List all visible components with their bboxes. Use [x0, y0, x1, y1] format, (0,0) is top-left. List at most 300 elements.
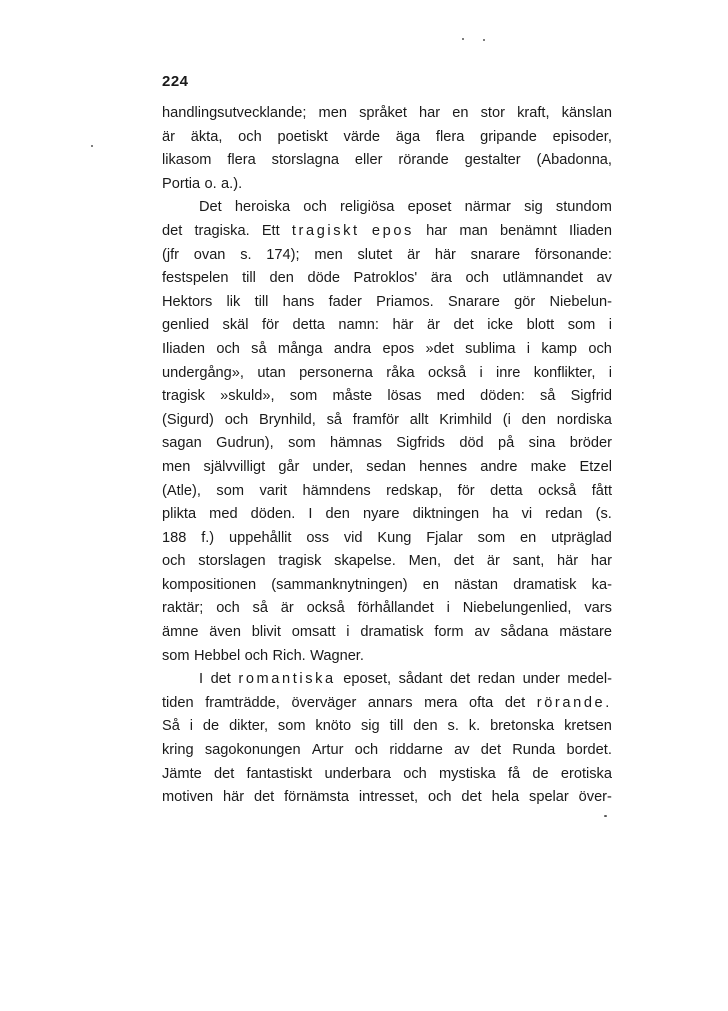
word: redskap, [386, 482, 443, 499]
word: Artur [311, 742, 344, 759]
text-line [162, 715, 612, 739]
word: namn: [338, 317, 379, 334]
word: kring [162, 742, 194, 759]
word: i [608, 317, 612, 334]
word: som [289, 388, 318, 405]
word: som [162, 647, 190, 664]
word: överväger [291, 694, 357, 711]
scan-speck [462, 38, 464, 40]
word: konflikter, [533, 364, 596, 381]
text-line [162, 739, 612, 763]
word: den [413, 718, 438, 735]
word: har [426, 222, 448, 239]
word: värde [343, 128, 381, 145]
word: men [318, 105, 347, 121]
word: intresset, [358, 789, 419, 806]
word: omsatt [291, 624, 336, 641]
word: utan [257, 364, 286, 381]
word: Ett [261, 222, 280, 239]
word: Sigfrids [396, 435, 445, 452]
word: och [403, 765, 427, 782]
word: döden. [250, 506, 296, 523]
word: sagokonungen [204, 742, 301, 759]
word: rörande [398, 152, 449, 169]
word: sina [528, 435, 556, 452]
word: (Abadonna, [536, 152, 612, 169]
text-line [162, 362, 612, 386]
word: s. [240, 246, 252, 263]
word: Snarare [447, 293, 500, 310]
word: bordet. [566, 742, 612, 759]
word: uppehållit [229, 529, 292, 546]
word: festspelen [162, 270, 229, 287]
text-line [162, 314, 612, 338]
word: är [162, 128, 175, 145]
word: med [436, 388, 465, 405]
word: lösas [387, 388, 422, 405]
word: i [526, 340, 531, 357]
page-number: 224 [162, 73, 189, 90]
word: har [590, 553, 612, 570]
word: det [253, 789, 275, 806]
word: döden: [480, 388, 525, 405]
text-line [162, 385, 612, 409]
word: flera [227, 152, 256, 169]
word: Men, [408, 553, 442, 570]
word: är [427, 317, 440, 334]
word: Iliaden [162, 340, 206, 357]
text-line [162, 480, 612, 504]
word: och [238, 128, 262, 145]
word: här [557, 553, 579, 570]
word: dramatisk [513, 576, 577, 593]
word: Portia [162, 175, 201, 192]
word: framför [352, 411, 399, 428]
word: Sigfrid [570, 388, 612, 405]
word: för [457, 482, 475, 499]
word: som [567, 317, 596, 334]
text-line [162, 763, 612, 787]
word: och [216, 600, 240, 617]
word: av [596, 270, 612, 287]
word: det [461, 789, 482, 806]
text-line [162, 409, 612, 433]
word: men [314, 246, 343, 263]
word: så [251, 340, 267, 357]
word: och [427, 789, 452, 806]
word: som [216, 482, 244, 499]
word: försonande: [534, 246, 612, 263]
text-line [162, 149, 612, 173]
word: Rich. [272, 647, 306, 664]
text-line [162, 244, 612, 268]
word: död [459, 435, 484, 452]
word: också [538, 482, 577, 499]
word: nästan [454, 576, 499, 593]
word: de [532, 765, 549, 782]
word: ka- [591, 576, 612, 593]
word: storslagna [271, 152, 340, 169]
word: religiösa [340, 199, 395, 216]
word: men [162, 458, 191, 475]
word: Gudrun), [216, 435, 274, 452]
word: och [303, 199, 327, 216]
word: Fjalar [426, 529, 463, 546]
word: sådana [500, 624, 549, 641]
word: kamp [541, 340, 578, 357]
word: eller [354, 152, 383, 169]
word: sådant [398, 671, 443, 688]
word: nordiska [556, 411, 612, 428]
word: den [325, 506, 350, 523]
word: självvilligt [203, 458, 266, 475]
word: make [530, 458, 567, 475]
word: heroiska [234, 199, 291, 216]
word: Wagner. [310, 647, 364, 664]
word: förnämsta [284, 789, 350, 806]
word: vi [521, 506, 533, 523]
word: (Atle), [162, 482, 201, 499]
word: tragiskt [291, 222, 360, 239]
word: äkta, [190, 128, 223, 145]
word: råka [386, 364, 415, 381]
word: och [588, 340, 612, 357]
word: personerna [299, 364, 373, 381]
word: lik [226, 293, 241, 310]
word: Etzel [579, 458, 612, 475]
word: rörande. [536, 694, 612, 711]
text-line [162, 220, 612, 244]
word: vars [584, 600, 612, 617]
word: Runda [512, 742, 556, 759]
word: annars [367, 694, 413, 711]
word: fått [591, 482, 612, 499]
word: ha [492, 506, 509, 523]
word: bretonska [490, 718, 555, 735]
word: sig [361, 718, 380, 735]
word: skapelse. [334, 553, 396, 570]
word: på [498, 435, 515, 452]
word: hennes [419, 458, 468, 475]
word: kretsen [564, 718, 612, 735]
word: slutet [357, 246, 393, 263]
word: till [254, 293, 269, 310]
word: Brynhild, [259, 411, 316, 428]
word: och [224, 411, 249, 428]
scan-speck [483, 39, 485, 41]
word: inre [496, 364, 521, 381]
word: mästare [559, 624, 612, 641]
word: i [608, 364, 612, 381]
text-line [162, 291, 612, 315]
text-line [162, 102, 612, 126]
word: a.). [221, 175, 243, 192]
word: som [477, 529, 506, 546]
body-text [162, 102, 612, 810]
word: för [261, 317, 279, 334]
word: måste [332, 388, 373, 405]
word: det [449, 671, 471, 688]
word: utlämnandet [502, 270, 583, 287]
word: ämne [162, 624, 199, 641]
word: här [222, 789, 245, 806]
word: Kung [377, 529, 412, 546]
word: kompositionen [162, 576, 257, 593]
word: är [486, 553, 500, 570]
word: skäl [222, 317, 249, 334]
word: sagan [162, 435, 202, 452]
word: underbara [324, 765, 391, 782]
word: här [392, 317, 414, 334]
word: Jämte [162, 765, 202, 782]
word: Så [162, 718, 180, 735]
word: stor [480, 105, 505, 121]
word: o. [204, 175, 217, 192]
word: under, [312, 458, 354, 475]
word: redan [545, 506, 583, 523]
word: undergång», [162, 364, 244, 381]
word: romantiska [238, 671, 336, 688]
word: den [521, 411, 546, 428]
word: det [453, 317, 474, 334]
word: I [308, 506, 313, 523]
word: till [389, 718, 404, 735]
word: form [434, 624, 464, 641]
word: som [277, 718, 306, 735]
word: mystiska [439, 765, 496, 782]
word: varit [259, 482, 288, 499]
word: eposet [407, 199, 452, 216]
word: detta [292, 317, 325, 334]
word: Hebbel [193, 647, 241, 664]
word: Niebelun- [549, 293, 612, 310]
word: s. [447, 718, 459, 735]
text-line [162, 503, 612, 527]
word: storslagen [198, 553, 266, 570]
word: det [480, 742, 502, 759]
word: till [242, 270, 256, 287]
text-line [162, 597, 612, 621]
word: Patroklos' [353, 270, 418, 287]
word: »skuld», [220, 388, 275, 405]
word: också [427, 364, 467, 381]
word: fantastiskt [246, 765, 313, 782]
word: ära [430, 270, 452, 287]
word: stundom [555, 199, 612, 216]
word: i [189, 718, 194, 735]
word: i [479, 364, 483, 381]
word: hans [282, 293, 315, 310]
word: handlingsutvecklande; [162, 105, 307, 121]
word: en [422, 576, 439, 593]
word: genlied [162, 317, 210, 334]
text-line [162, 338, 612, 362]
word: (jfr [162, 246, 180, 263]
word: likasom [162, 152, 212, 169]
word: över- [578, 789, 612, 806]
word: förhållandet [357, 600, 434, 617]
word: (sammanknytningen) [271, 576, 408, 593]
word: känslan [561, 105, 612, 121]
word: hela [491, 789, 520, 806]
word: det [210, 671, 231, 688]
word: tragiska. [194, 222, 250, 239]
text-line [162, 267, 612, 291]
word: Det [199, 199, 222, 216]
word: mera [424, 694, 458, 711]
word: epos [371, 222, 414, 239]
word: är [407, 246, 421, 263]
word: och [354, 742, 379, 759]
text-line [162, 432, 612, 456]
word: erotiska [560, 765, 612, 782]
word: ofta [468, 694, 494, 711]
word: av [454, 742, 470, 759]
word: dikter, [229, 718, 268, 735]
word: plikta [162, 506, 197, 523]
word: språket [359, 105, 407, 121]
word: »det [425, 340, 454, 357]
word: icke [487, 317, 514, 334]
word: här [434, 246, 456, 263]
word: f.) [201, 529, 215, 546]
word: så [326, 411, 342, 428]
word: framträdde, [205, 694, 280, 711]
word: hämnas [330, 435, 382, 452]
text-line [162, 645, 612, 669]
word: sublima [465, 340, 516, 357]
word: andre [480, 458, 518, 475]
word: poetiskt [277, 128, 328, 145]
word: epos [382, 340, 415, 357]
word: det [453, 553, 475, 570]
word: episoder, [552, 128, 612, 145]
word: tiden [162, 694, 194, 711]
word: blott [526, 317, 555, 334]
word: vid [343, 529, 363, 546]
word: utpräglad [551, 529, 612, 546]
word: oss [306, 529, 330, 546]
text-line [162, 786, 612, 810]
word: döde [307, 270, 340, 287]
word: många [277, 340, 323, 357]
word: flera [435, 128, 465, 145]
word: som [288, 435, 316, 452]
word: kraft, [517, 105, 550, 121]
word: så [539, 388, 556, 405]
text-line [162, 668, 612, 692]
word: i [346, 624, 350, 641]
word: det [213, 765, 235, 782]
word: de [202, 718, 220, 735]
word: nyare [363, 506, 400, 523]
word: motiven [162, 789, 214, 806]
word: under [522, 671, 560, 688]
word: diktningen [412, 506, 480, 523]
word: har [419, 105, 441, 121]
word: tragisk [278, 553, 322, 570]
word: tragisk [162, 388, 205, 405]
word: går [278, 458, 300, 475]
word: Niebelungenlied, [462, 600, 572, 617]
word: även [209, 624, 241, 641]
word: blivit [251, 624, 281, 641]
text-line [162, 692, 612, 716]
word: det [504, 694, 526, 711]
word: och [244, 647, 269, 664]
text-line [162, 574, 612, 598]
word: (Sigurd) [162, 411, 214, 428]
word: och [216, 340, 240, 357]
word: närmar [464, 199, 511, 216]
word: hämndens [302, 482, 371, 499]
word: Hektors [162, 293, 213, 310]
word: detta [490, 482, 523, 499]
word: Priamos. [376, 293, 434, 310]
word: få [508, 765, 521, 782]
word: knöto [315, 718, 352, 735]
word: ovan [193, 246, 226, 263]
word: riddarne [389, 742, 443, 759]
word: medel- [567, 671, 612, 688]
word: gör [514, 293, 536, 310]
word: av [474, 624, 490, 641]
word: med [209, 506, 238, 523]
word: (s. [595, 506, 612, 523]
text-line [162, 126, 612, 150]
word: redan [477, 671, 516, 688]
word: 188 [162, 529, 187, 546]
word: en [520, 529, 537, 546]
word: sig [524, 199, 543, 216]
word: gestalter [464, 152, 521, 169]
text-line [162, 456, 612, 480]
text-line [162, 621, 612, 645]
text-line [162, 550, 612, 574]
word: raktär; [162, 600, 204, 617]
word: (i [502, 411, 511, 428]
scan-speck [604, 815, 607, 817]
word: Krimhild [439, 411, 492, 428]
word: eposet, [343, 671, 392, 688]
word: sant, [512, 553, 545, 570]
scan-speck [91, 145, 93, 147]
word: man [459, 222, 488, 239]
text-line [162, 196, 612, 220]
word: är [280, 600, 294, 617]
word: 174); [266, 246, 300, 263]
word: äga [395, 128, 421, 145]
word: k. [468, 718, 481, 735]
word: andra [333, 340, 372, 357]
word: I [199, 671, 204, 688]
word: och [465, 270, 489, 287]
word: benämnt [499, 222, 557, 239]
word: sedan [366, 458, 407, 475]
word: i [446, 600, 450, 617]
word: fader [328, 293, 362, 310]
word: en [452, 105, 469, 121]
word: så [252, 600, 268, 617]
word: gripande [480, 128, 537, 145]
text-line [162, 527, 612, 551]
word: bröder [569, 435, 612, 452]
word: också [306, 600, 345, 617]
word: dramatisk [360, 624, 424, 641]
word: spelar [529, 789, 569, 806]
word: det [162, 222, 183, 239]
word: den [269, 270, 294, 287]
